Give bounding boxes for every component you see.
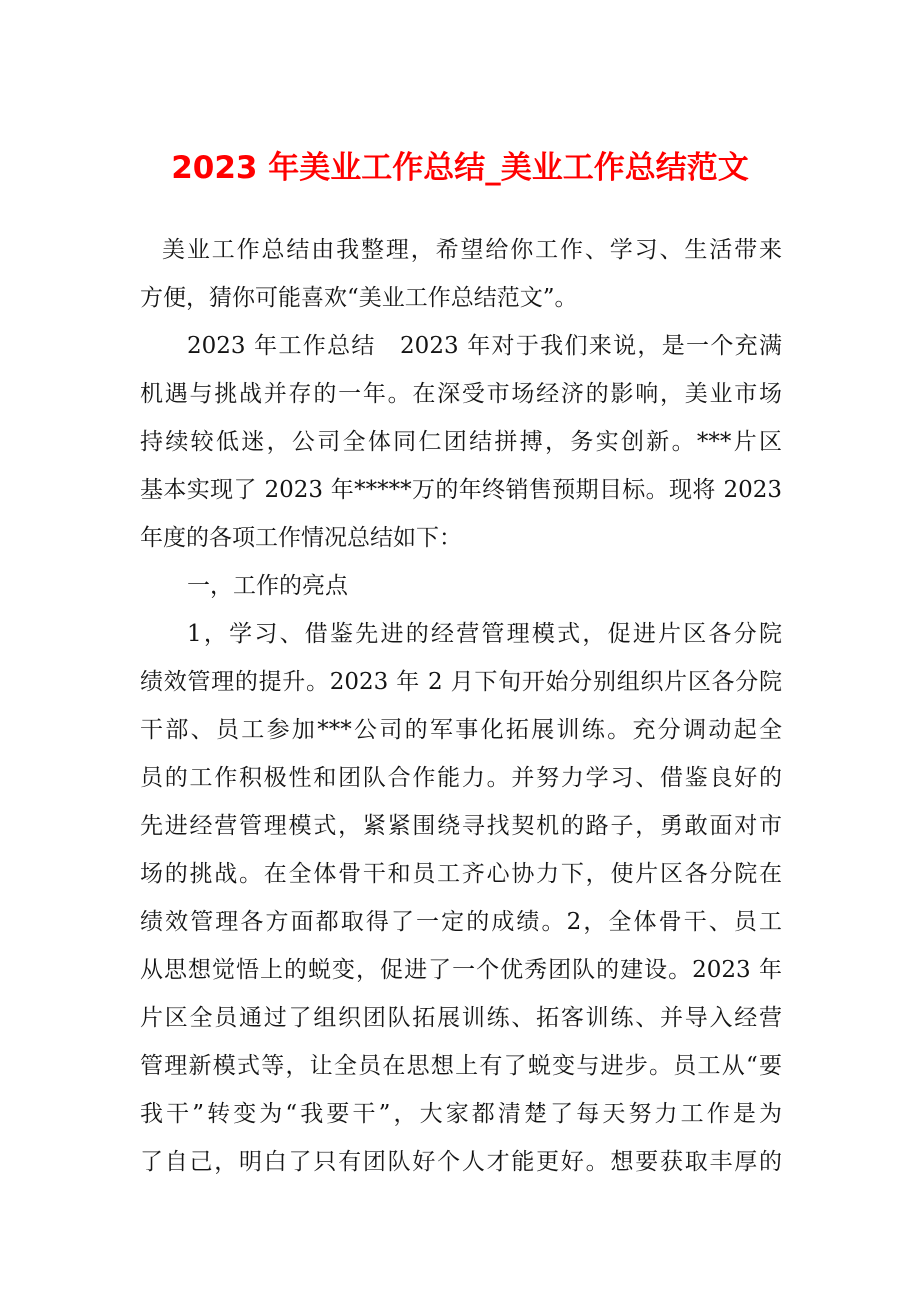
text-line: 1，学习、借鉴先进的经营管理模式，促进片区各分院: [187, 621, 782, 647]
text-line: 年度的各项工作情况总结如下：: [140, 525, 462, 551]
text-line: 基本实现了 2023 年*****万的年终销售预期目标。现将 2023: [140, 477, 782, 503]
paragraph-overview: [140, 322, 782, 562]
text-line: 绩效管理各方面都取得了一定的成绩。2，全体骨干、员工: [140, 909, 782, 935]
text-line: 场的挑战。在全体骨干和员工齐心协力下，使片区各分院在: [140, 861, 782, 887]
text-line: 2023 年工作总结 2023 年对于我们来说，是一个充满: [187, 333, 782, 359]
paragraph-highlights: [140, 610, 782, 1186]
text-line: 先进经营管理模式，紧紧围绕寻找契机的路子，勇敢面对市: [140, 813, 782, 839]
section-heading-highlights: [140, 562, 782, 610]
text-line: 了自己，明白了只有团队好个人才能更好。想要获取丰厚的: [140, 1149, 782, 1175]
text-line: 员的工作积极性和团队合作能力。并努力学习、借鉴良好的: [140, 765, 782, 791]
paragraph-intro: [140, 226, 782, 322]
section-heading: 一，工作的亮点: [187, 573, 348, 599]
text-line: 干部、员工参加***公司的军事化拓展训练。充分调动起全: [140, 717, 782, 743]
text-line: 管理新模式等，让全员在思想上有了蜕变与进步。员工从“要: [140, 1053, 782, 1079]
document-title: 2023 年美业工作总结_美业工作总结范文: [171, 150, 749, 186]
text-line: 片区全员通过了组织团队拓展训练、拓客训练、并导入经营: [140, 1005, 782, 1031]
text-line: 美业工作总结由我整理，希望给你工作、学习、生活带来: [162, 237, 782, 263]
text-line: 持续较低迷，公司全体同仁团结拼搏，务实创新。***片区: [140, 429, 782, 455]
text-line: 方便，猜你可能喜欢“美业工作总结范文”。: [140, 285, 578, 311]
text-line: 机遇与挑战并存的一年。在深受市场经济的影响，美业市场: [140, 381, 782, 407]
text-line: 绩效管理的提升。2023 年 2 月下旬开始分别组织片区各分院: [140, 669, 782, 695]
document-body: [140, 226, 782, 1186]
text-line: 我干”转变为“我要干”，大家都清楚了每天努力工作是为: [140, 1101, 782, 1127]
text-line: 从思想觉悟上的蜕变，促进了一个优秀团队的建设。2023 年: [140, 957, 782, 983]
